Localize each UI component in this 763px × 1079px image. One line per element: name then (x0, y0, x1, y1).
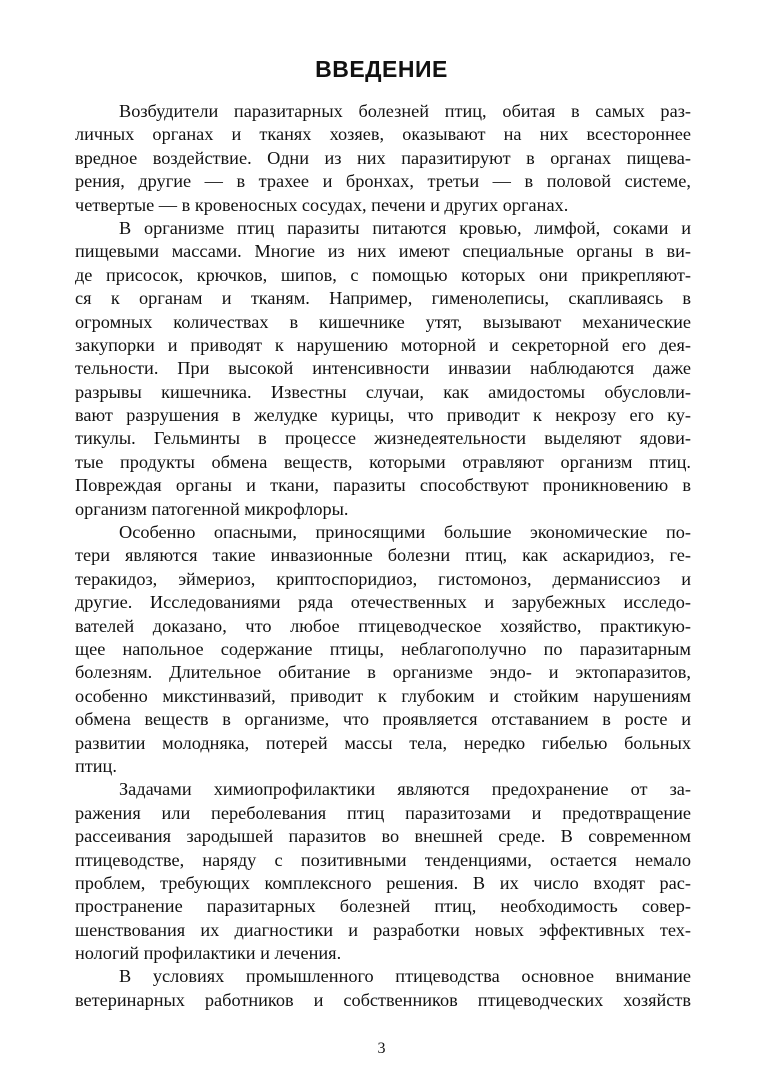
text-line: пищевыми массами. Многие из них имеют специальные органы в ви- (75, 241, 691, 262)
text-line: нологий профилактики и лечения. (75, 943, 342, 964)
paragraph (75, 965, 691, 1012)
text-line: теракидоз, эймериоз, криптоспоридиоз, гистомоноз, дерманиссиоз и (75, 568, 691, 589)
paragraph (75, 217, 691, 521)
text-line: вредное воздействие. Одни из них паразитируют в органах пищева- (75, 147, 691, 168)
text-line: де присосок, крючков, шипов, с помощью которых они прикрепляют- (75, 264, 691, 285)
document-body (75, 100, 691, 1012)
text-line: обмена веществ в организме, что проявляется отставанием в росте и (75, 709, 691, 730)
text-line: рения, другие — в трахее и бронхах, третьи — в половой системе, (75, 171, 691, 192)
text-line: вателей доказано, что любое птицеводческое хозяйство, практикую- (75, 615, 691, 636)
paragraph (75, 778, 691, 965)
text-line: ражения или переболевания птиц паразитозами и предотвращение (75, 802, 691, 823)
text-line: болезням. Длительное обитание в организме эндо- и эктопаразитов, (75, 662, 691, 683)
text-line: В организме птиц паразиты питаются кровью, лимфой, соками и (119, 217, 691, 238)
text-line: закупорки и приводят к нарушению моторной и секреторной его дея- (75, 334, 691, 355)
text-line: вают разрушения в желудке курицы, что приводит к некрозу его ку- (75, 405, 691, 426)
text-line: Возбудители паразитарных болезней птиц, обитая в самых раз- (119, 101, 691, 121)
page-title: ВВЕДЕНИЕ (315, 56, 448, 82)
paragraph (75, 100, 691, 217)
text-line: шенствования их диагностики и разработки новых эффективных тех- (75, 919, 691, 940)
text-line: Повреждая органы и ткани, паразиты способствуют проникновению в (75, 475, 691, 496)
text-line: рассеивания зародышей паразитов во внешней среде. В современном (75, 826, 691, 847)
text-line: особенно микстинвазий, приводит к глубоким и стойким нарушениям (75, 685, 691, 706)
text-line: тери являются такие инвазионные болезни птиц, как аскаридиоз, ге- (75, 545, 691, 566)
text-line: другие. Исследованиями ряда отечественных и зарубежных исследо- (75, 592, 691, 613)
text-line: Задачами химиопрофилактики являются предохранение от за- (119, 779, 691, 800)
text-line: ся к органам и тканям. Например, гименолеписы, скапливаясь в (75, 288, 691, 309)
text-line: тикулы. Гельминты в процессе жизнедеятельности выделяют ядови- (75, 428, 691, 449)
text-line: личных органах и тканях хозяев, оказывают на них всестороннее (75, 124, 691, 145)
page-number: 3 (377, 1040, 386, 1057)
text-line: разрывы кишечника. Известны случаи, как амидостомы обусловли- (75, 381, 691, 402)
text-line: развитии молодняка, потерей массы тела, нередко гибелью больных (75, 732, 691, 753)
text-line: В условиях промышленного птицеводства основное внимание (119, 966, 691, 987)
text-line: организм патогенной микрофлоры. (75, 498, 349, 519)
text-line: птицеводстве, наряду с позитивными тенденциями, остается немало (75, 849, 691, 870)
text-line: птиц. (75, 755, 117, 776)
text-line: тельности. При высокой интенсивности инвазии наблюдаются даже (75, 358, 691, 379)
paragraph (75, 521, 691, 778)
text-line: пространение паразитарных болезней птиц, необходимость совер- (75, 896, 691, 917)
text-line: четвертые — в кровеносных сосудах, печени и других органах. (75, 194, 569, 215)
text-line: ветеринарных работников и собственников птицеводческих хозяйств (75, 989, 691, 1010)
text-line: проблем, требующих комплексного решения. В их число входят рас- (75, 872, 691, 893)
text-line: тые продукты обмена веществ, которыми отравляют организм птиц. (75, 451, 691, 472)
text-line: Особенно опасными, приносящими большие экономические по- (119, 522, 691, 543)
text-line: щее напольное содержание птицы, неблагополучно по паразитарным (75, 638, 691, 659)
text-line: огромных количествах в кишечнике утят, вызывают механические (75, 311, 691, 332)
